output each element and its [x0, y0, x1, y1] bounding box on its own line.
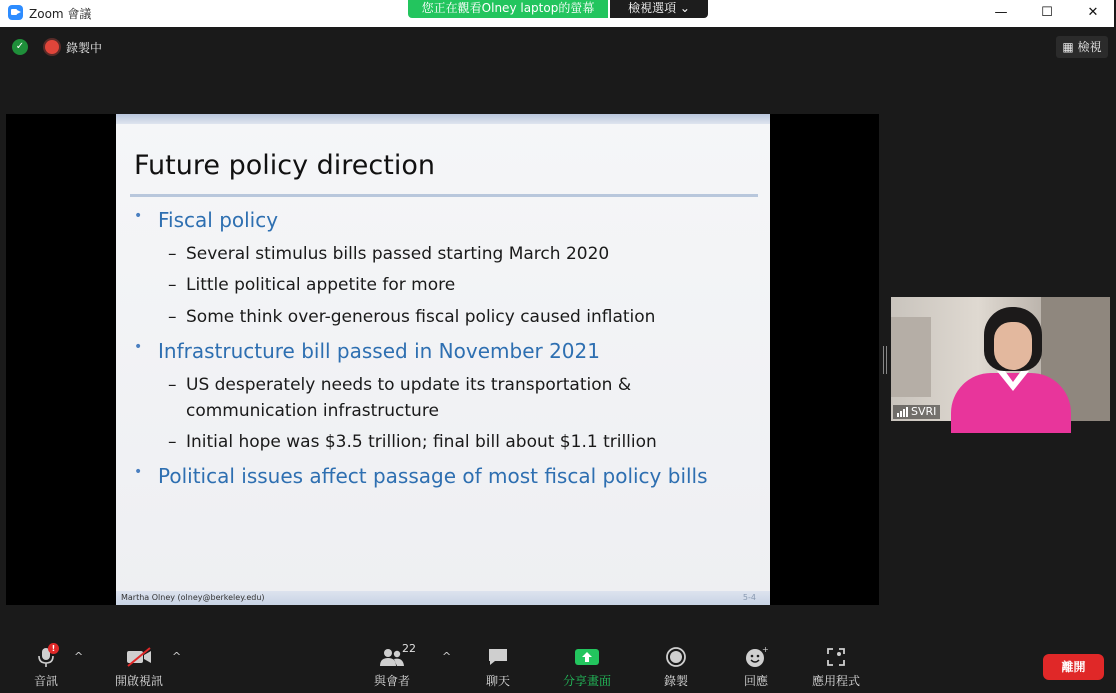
participant-video-tile[interactable] — [891, 297, 1110, 421]
participants-options-chevron-icon[interactable]: ^ — [442, 650, 452, 663]
record-label: 錄製 — [663, 674, 688, 688]
recording-icon — [45, 40, 59, 54]
participants-icon — [380, 642, 416, 668]
sub-bullet-text: – Several stimulus bills passed starting March 2020 — [186, 244, 610, 264]
sub-bullet-text: – Little political appetite for more — [186, 275, 456, 295]
start-video-button[interactable] — [104, 636, 174, 693]
window-title: Zoom 會議 — [29, 7, 92, 21]
slide-bullet — [134, 464, 708, 488]
minimize-button[interactable]: — — [994, 4, 1008, 20]
slide-bullet — [134, 208, 278, 232]
slide-title: Future policy direction — [134, 150, 435, 181]
slide-title-divider — [130, 194, 758, 197]
view-options-button[interactable]: 檢視選項 ⌄ — [610, 0, 708, 18]
share-screen-label: 分享畫面 — [562, 674, 611, 688]
slide-footer — [116, 591, 770, 605]
slide-sub-bullet — [168, 429, 728, 455]
bullet-text: • Infrastructure bill passed in November 2021 — [158, 339, 600, 363]
sub-bullet-text: – Initial hope was $3.5 trillion; final bill about $1.1 trillion — [186, 432, 657, 452]
participants-count: 22 — [402, 642, 416, 655]
audio-label: 音訊 — [33, 674, 58, 688]
record-button[interactable] — [641, 636, 711, 693]
chat-button[interactable] — [463, 636, 533, 693]
slide-footer-author: Martha Olney (olney@berkeley.edu) — [121, 593, 265, 602]
background-shelf — [891, 317, 931, 397]
slide-sub-bullet — [168, 372, 638, 424]
title-bar — [0, 0, 1114, 27]
signal-strength-icon — [897, 407, 908, 417]
panel-resize-handle[interactable] — [883, 346, 887, 374]
video-options-chevron-icon[interactable]: ^ — [172, 650, 182, 663]
video-label: 開啟視訊 — [114, 674, 163, 688]
chat-label: 聊天 — [485, 674, 510, 688]
reactions-button[interactable] — [721, 636, 791, 693]
slide-sub-bullet — [168, 241, 728, 267]
meeting-toolbar — [0, 636, 1114, 693]
security-shield-icon[interactable]: ✓ — [12, 39, 28, 55]
audio-options-chevron-icon[interactable]: ^ — [74, 650, 84, 663]
bullet-text: • Political issues affect passage of most fiscal policy bills — [158, 464, 708, 488]
apps-button[interactable] — [801, 636, 871, 693]
share-screen-icon — [575, 646, 599, 668]
audio-warning-badge: ! — [48, 643, 59, 654]
record-icon — [664, 646, 688, 668]
share-screen-button[interactable] — [552, 636, 622, 693]
slide-sub-bullet — [168, 272, 728, 298]
slide-bullet — [134, 339, 600, 363]
presentation-slide — [116, 114, 770, 605]
shared-screen — [6, 114, 879, 605]
sub-bullet-text: – US desperately needs to update its transportation & communication infrastructure — [186, 375, 632, 421]
svg-text:+: + — [762, 645, 769, 654]
slide-page-number: 5-4 — [742, 593, 756, 602]
share-banner: 您正在觀看Olney laptop的螢幕 — [408, 0, 608, 18]
participant-name: SVRI — [911, 405, 937, 418]
participant-name-tag — [893, 405, 940, 419]
apps-icon — [824, 646, 848, 668]
video-off-icon — [127, 646, 151, 668]
microphone-icon — [34, 646, 58, 668]
participants-label: 與會者 — [373, 674, 410, 688]
zoom-app-icon — [8, 5, 23, 20]
audio-button[interactable] — [11, 636, 84, 693]
close-window-button[interactable]: ✕ — [1087, 4, 1099, 20]
participants-button[interactable] — [357, 636, 427, 693]
slide-sub-bullet — [168, 304, 728, 330]
recording-label[interactable]: 錄製中 — [66, 41, 103, 55]
sub-bullet-text: – Some think over-generous fiscal policy caused inflation — [186, 307, 656, 327]
slide-top-bar — [116, 114, 770, 124]
view-layout-button[interactable]: ▦ 檢視 — [1056, 36, 1108, 58]
bullet-text: • Fiscal policy — [158, 208, 279, 232]
reactions-label: 回應 — [743, 674, 768, 688]
leave-meeting-button[interactable]: 離開 — [1043, 654, 1104, 680]
smiley-icon — [744, 646, 768, 668]
apps-label: 應用程式 — [811, 674, 860, 688]
maximize-button[interactable]: ☐ — [1041, 4, 1053, 20]
participant-face — [994, 322, 1032, 370]
chat-icon — [486, 646, 510, 668]
